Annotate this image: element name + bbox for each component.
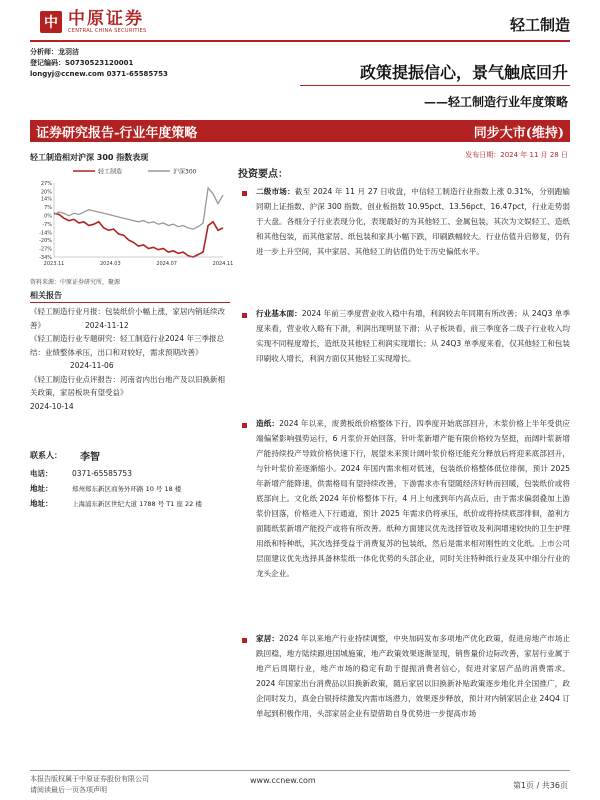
logo-mark-icon: 中	[40, 11, 62, 33]
report-banner	[30, 120, 570, 142]
bullet-icon	[242, 313, 247, 318]
summary-home: 家居：2024 年以来地产行业持续调整，中央加码发布多项地产优化政策，促进房地产市场止跌回稳，地方陆续跟进国城施策，地产政策效果逐渐显现，销售量价边际改善，家居行业属于地产后周期行业，地产市场的稳定有助于提振消费者信心，促进对家居产品的消费需求。2024 年国家出台消费品以旧换新政策，随后家居以旧换新补贴政策逐步地化并全国推广，政企同时发力，真金白银持续激发内需市场潜力，效果逐步释放，预计对内销家居企业 24Q4 订单起到积极作用，头部家居企业有望借助自身优势进一步提高市场	[256, 634, 570, 718]
x-tick-label: 2023.11	[43, 261, 65, 267]
reg-label: 登记编码：	[30, 59, 65, 67]
analyst-contact: longyj@ccnew.com 0371-65585753	[30, 70, 168, 78]
y-tick-label: 20%	[40, 189, 52, 196]
logo-cn: 中原证券	[68, 9, 144, 29]
analyst-meta	[30, 47, 168, 80]
related-divider	[30, 302, 230, 303]
y-tick-label: -20%	[39, 237, 52, 244]
y-tick-label: -7%	[42, 222, 52, 229]
analyst-name: 龙羽洁	[58, 48, 79, 56]
summary-market: 二级市场：截至 2024 年 11 月 27 日收盘，中信轻工制造行业指数上涨 0.31%，分别跑输同期上证指数、沪深 300 指数、创业板指数 10.95pct、13.56pct、16.47pct，行业走势弱于大盘。各细分子行业表现分化，表现最好的为其他轻工、金属包装，其次为文娱轻工、造纸和其他包装，而其他家居、纸包装和家具小幅下跌，印刷跌幅较大。行业估值升启修复，仍有进一步上升空间，其中家居、其他轻工的估值仍处于历史偏低水平。	[256, 187, 571, 256]
performance-chart	[28, 165, 234, 270]
y-tick-label: 27%	[40, 180, 52, 187]
y-tick-label: 7%	[44, 205, 52, 212]
x-tick-label: 2024.07	[156, 261, 178, 267]
contact-address-2: 地址： 上海浦东新区世纪大道 1788 号 T1 座 22 楼	[30, 499, 202, 508]
report-title: 政策提振信心，景气触底回升	[359, 63, 568, 82]
legend-label: 沪深300	[173, 168, 197, 176]
legend-label: 轻工制造	[98, 168, 123, 176]
y-tick-label: -14%	[39, 230, 52, 237]
analyst-label: 分析师：	[30, 48, 58, 56]
summary-header: 投资要点：	[238, 169, 288, 180]
page-number: 第1页 / 共36页	[512, 781, 568, 790]
related-reports-header: 相关报告	[30, 291, 62, 300]
bullet-icon	[242, 191, 247, 196]
reg-number: S0730523120001	[65, 59, 134, 67]
bullet-icon	[242, 638, 247, 643]
related-report-item[interactable]: 《轻工制造行业月报：包装纸价小幅上涨，家居内销延续改善》 2024-11-12	[30, 307, 225, 330]
logo-en: CENTRAL CHINA SECURITIES	[68, 28, 147, 34]
contact-address: 地址： 郑州郑东新区商务外环路 10 号 18 楼	[30, 484, 182, 493]
x-tick-label: 2024.11	[212, 261, 234, 267]
chart-source: 资料来源：中原证券研究所，聚源	[30, 279, 121, 286]
summary-paper: 造纸：2024 年以来，废黄板纸价格整体下行，四季度开始底部回升，木浆价格上半年受供应端偏紧影响强势运行，6 月浆价开始回落，针叶浆新增产能有限价格较为坚挺，而阔叶浆新增产能持续投产导致价格快速下行，展望未来预计阔叶浆价格还能充分释放后将迎来底部回升，与针叶浆价差逐渐缩小。2024 年国内需求相对低迷，包装纸价格整体低位徘徊，预计 2025 年新增产能降速，供需格局有望持续改善，下游需求亦有望随经济好转而回暖，包装纸价或将底部向上。文化纸 2024 年价格整体下行，4 月上旬涨到年内高点后，由于需求偏弱叠加上游浆价回落，价格进入下行通道，预计 2025 年需求仍将承压，纸价或将持续底部徘徊，盈利方面随纸浆新增产能投产或将有所改善。纸种方面建议优先选择管收及利润增速较快的卫生护理用纸和特种纸，其次选择受益于消费复苏的包装纸，然后是需求相对刚性的文化纸。上市公司层面建议优先选择具备林浆纸一体化优势的头部企业，同时关注特种纸行业及其中细分行业的龙头企业。	[256, 419, 570, 578]
header-divider	[30, 40, 570, 42]
contact-phone: 电话： 0371-65585753	[30, 469, 132, 478]
sector-label: 轻工制造	[509, 16, 570, 34]
related-reports-list	[30, 305, 230, 413]
report-subtitle: ——轻工制造行业年度策略	[423, 95, 568, 109]
bullet-icon	[242, 423, 247, 428]
report-type: 证券研究报告-行业年度策略	[36, 125, 198, 141]
footer-divider	[30, 770, 570, 771]
summary-fundamentals: 行业基本面：2024 年前三季度营业收入稳中有增，利润较去年同期有所改善；从 24Q3 单季度来看，营业收入略有下滑，利润出现明显下滑；从子板块看，前三季度各二级子行业收入均实现不同程度增长，造纸及其他轻工利润实现增长；从 24Q3 单季度来看，仅其他轻工和包装印刷收入增长，利润方面仅其他轻工实现增长。	[256, 309, 571, 363]
chart-title: 轻工制造相对沪深 300 指数表现	[30, 153, 149, 162]
footer-disclaimer: 本报告版权属于中原证券股份有限公司 请阅读最后一页各项声明	[30, 775, 149, 794]
series-line	[54, 213, 223, 257]
contact-header: 联系人：	[30, 451, 62, 460]
title-divider	[300, 85, 570, 86]
y-tick-label: -27%	[39, 246, 52, 253]
publish-date: 发布日期：2024 年 11 月 28 日	[465, 151, 568, 159]
y-tick-label: 0%	[44, 213, 52, 220]
related-report-item[interactable]: 《轻工制造行业专题研究：轻工制造行业2024 年三季报总结：业绩整体承压，出口和对较好，需求预期改善》2024-11-06	[30, 334, 224, 370]
y-tick-label: -34%	[39, 254, 52, 261]
company-logo	[40, 10, 146, 34]
rating: 同步大市(维持)	[473, 125, 564, 141]
contact-name: 李智	[80, 452, 100, 463]
y-tick-label: 14%	[40, 196, 52, 203]
x-tick-label: 2024.03	[99, 261, 121, 267]
footer-url[interactable]: www.ccnew.com	[250, 776, 316, 785]
related-report-item[interactable]: 《轻工制造行业点评报告：河南省内出台地产及以旧换新相关政策，家居板块有望受益》 2024-10-14	[30, 374, 225, 411]
